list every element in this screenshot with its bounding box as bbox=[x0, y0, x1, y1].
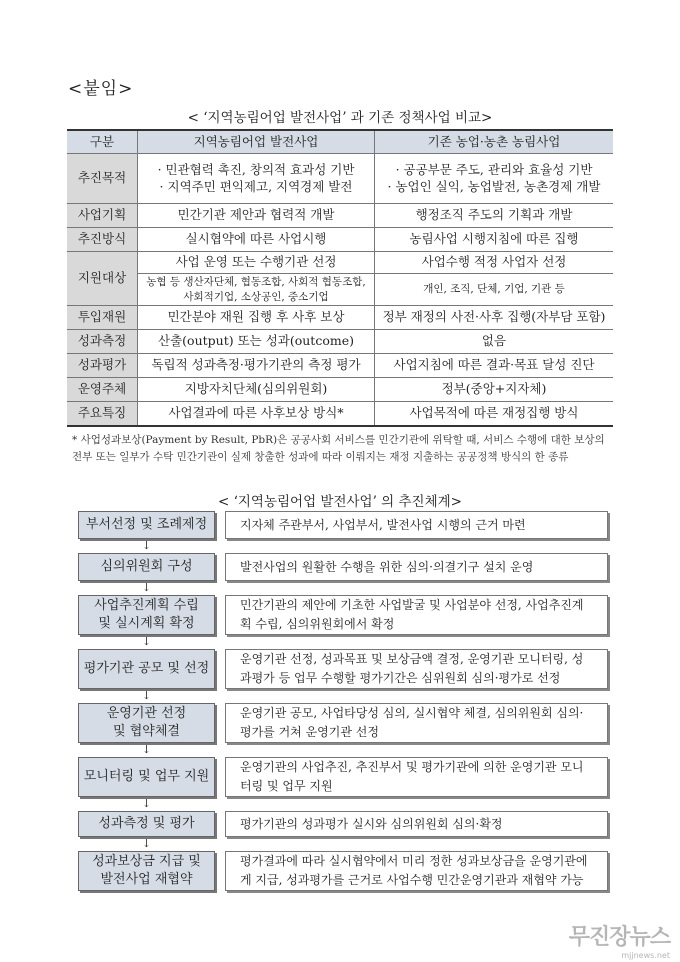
table-row bbox=[67, 330, 613, 354]
step-description-box: 발전사업의 원활한 수행을 위한 심의·의결기구 설치 운영 bbox=[225, 553, 608, 581]
comparison-table bbox=[67, 129, 613, 427]
table-cell: 실시협약에 따른 사업시행 bbox=[138, 228, 375, 252]
table-row bbox=[67, 252, 613, 274]
step-description-box: 운영기관 선정, 성과목표 및 보상금액 결정, 운영기관 모니터링, 성과평가 등 업무 수행할 평가기간은 심위원회 심의·평가로 선정 bbox=[225, 649, 608, 689]
process-step bbox=[78, 595, 608, 635]
table-row bbox=[67, 228, 613, 252]
table-cell: 개인, 조직, 단체, 기업, 기관 등 bbox=[375, 274, 614, 306]
step-label-box bbox=[78, 595, 215, 635]
step-description-box: 운영기관 공모, 사업타당성 심의, 실시협약 체결, 심의위원회 심의·평가를 거쳐 운영기관 선정 bbox=[225, 703, 608, 743]
step-description-box: 평가기관의 성과평가 실시와 심의위원회 심의·확정 bbox=[225, 811, 608, 837]
table-cell: 정부(중앙+지자체) bbox=[375, 378, 614, 402]
row-label: 투입재원 bbox=[67, 306, 138, 330]
step-description-box: 지자체 주관부서, 사업부서, 발전사업 시행의 근거 마련 bbox=[225, 511, 608, 539]
down-arrow-icon: ↓ bbox=[141, 797, 152, 810]
row-label: 추진목적 bbox=[67, 154, 138, 204]
down-arrow-icon: ↓ bbox=[141, 689, 152, 702]
table-row bbox=[67, 378, 613, 402]
process-step bbox=[78, 811, 608, 837]
step-description-box: 민간기관의 제안에 기초한 사업발굴 및 사업분야 선정, 사업추진계획 수립, 심의위원회에서 확정 bbox=[225, 595, 608, 635]
step-label-box: 모니터링 및 업무 지원 bbox=[78, 757, 215, 797]
table-cell: 산출(output) 또는 성과(outcome) bbox=[138, 330, 375, 354]
watermark-text: 무진장뉴스 bbox=[568, 925, 670, 950]
process-caption: < ‘지역농림어업 발전사업’ 의 추진체계> bbox=[218, 494, 462, 510]
header-new-project: 지역농림어업 발전사업 bbox=[138, 130, 375, 154]
process-step bbox=[78, 703, 608, 743]
table-cell: 사업 운영 또는 수행기관 선정 bbox=[138, 252, 375, 274]
step-label-line: 발전사업 재협약 bbox=[100, 872, 193, 887]
step-label-box bbox=[78, 851, 215, 891]
table-cell: 지방자치단체(심의위원회) bbox=[138, 378, 375, 402]
footnote: * 사업성과보상(Payment by Result, PbR)은 공공사회 서비스를 민간기관에 위탁할 때, 서비스 수행에 대한 보상의 전부 또는 일부가 수탁 민간기관이 실제 창출한 성과에 따라 이뤄지는 재정 지출하는 공공정책 방식의 한 종류 bbox=[72, 434, 605, 463]
process-step bbox=[78, 757, 608, 797]
watermark-subtext: mjjnews.net bbox=[621, 951, 670, 960]
row-label: 지원대상 bbox=[67, 252, 138, 306]
row-label: 추진방식 bbox=[67, 228, 138, 252]
bullet-item: · 공공부문 주도, 관리와 효율성 기반 bbox=[395, 161, 593, 177]
process-step bbox=[78, 851, 608, 891]
table-cell bbox=[138, 154, 375, 204]
table-header-row bbox=[67, 130, 613, 154]
step-label-line: 사업추진계획 수립 bbox=[94, 598, 199, 614]
table-cell: 독립적 성과측정·평가기관의 측정 평가 bbox=[138, 354, 375, 378]
header-category: 구분 bbox=[67, 130, 138, 154]
step-label-line: 및 실시계획 확정 bbox=[98, 616, 195, 631]
table-cell: 농협 등 생산자단체, 협동조합, 사회적 협동조합, 사회적기업, 소상공인, 중소기업 bbox=[138, 274, 375, 306]
step-label-line: 성과보상금 지급 및 bbox=[92, 854, 201, 870]
step-label-line: 및 협약체결 bbox=[113, 724, 180, 739]
table-row bbox=[67, 354, 613, 378]
down-arrow-icon: ↓ bbox=[141, 581, 152, 594]
row-label: 성과평가 bbox=[67, 354, 138, 378]
table-cell: 농림사업 시행지침에 따른 집행 bbox=[375, 228, 614, 252]
bullet-item: · 지역주민 편익제고, 지역경제 발전 bbox=[159, 178, 353, 194]
comparison-table-caption: < ‘지역농림어업 발전사업’ 과 기존 정책사업 비교> bbox=[187, 110, 493, 126]
step-description-box: 평가결과에 따라 실시협약에서 미리 정한 성과보상금을 운영기관에게 지급, 성과평가를 근거로 사업수행 민간운영기관과 재협약 가능 bbox=[225, 851, 608, 891]
process-step bbox=[78, 649, 608, 689]
step-label-box: 부서선정 및 조례제정 bbox=[78, 511, 215, 539]
process-step bbox=[78, 553, 608, 581]
step-label-box bbox=[78, 703, 215, 743]
table-cell: 사업결과에 따른 사후보상 방식* bbox=[138, 402, 375, 426]
table-cell: 사업지침에 따른 결과·목표 달성 진단 bbox=[375, 354, 614, 378]
down-arrow-icon: ↓ bbox=[141, 837, 152, 850]
down-arrow-icon: ↓ bbox=[141, 539, 152, 552]
process-step bbox=[78, 511, 608, 539]
row-label: 성과측정 bbox=[67, 330, 138, 354]
table-cell: 사업수행 적정 사업자 선정 bbox=[375, 252, 614, 274]
table-row bbox=[67, 402, 613, 426]
step-label-box: 성과측정 및 평가 bbox=[78, 811, 215, 837]
table-row bbox=[67, 204, 613, 228]
step-label-line: 운영기관 선정 bbox=[106, 706, 187, 722]
bullet-item: · 민관협력 촉진, 창의적 효과성 기반 bbox=[157, 161, 355, 177]
step-description-box: 운영기관의 사업추진, 추진부서 및 평가기관에 의한 운영기관 모니터링 및 업무 지원 bbox=[225, 757, 608, 797]
row-label: 운영주체 bbox=[67, 378, 138, 402]
step-label-box: 평가기관 공모 및 선정 bbox=[78, 649, 215, 689]
table-cell: 행정조직 주도의 기획과 개발 bbox=[375, 204, 614, 228]
table-cell bbox=[375, 154, 614, 204]
process-flow bbox=[78, 511, 608, 891]
down-arrow-icon: ↓ bbox=[141, 635, 152, 648]
table-cell: 없음 bbox=[375, 330, 614, 354]
table-cell: 사업목적에 따른 재정집행 방식 bbox=[375, 402, 614, 426]
page-heading: <붙임> bbox=[68, 79, 134, 99]
row-label: 주요특징 bbox=[67, 402, 138, 426]
table-row bbox=[67, 306, 613, 330]
table-cell: 민간분야 재원 집행 후 사후 보상 bbox=[138, 306, 375, 330]
bullet-item: · 농업인 실익, 농업발전, 농촌경제 개발 bbox=[387, 178, 601, 194]
down-arrow-icon: ↓ bbox=[141, 743, 152, 756]
table-cell: 정부 재정의 사전·사후 집행(자부담 포함) bbox=[375, 306, 614, 330]
row-label: 사업기획 bbox=[67, 204, 138, 228]
table-row bbox=[67, 274, 613, 306]
header-existing-project: 기존 농업·농촌 농림사업 bbox=[375, 130, 614, 154]
step-label-box: 심의위원회 구성 bbox=[78, 553, 215, 581]
table-row bbox=[67, 154, 613, 204]
watermark-logo bbox=[569, 920, 670, 960]
table-cell: 민간기관 제안과 협력적 개발 bbox=[138, 204, 375, 228]
